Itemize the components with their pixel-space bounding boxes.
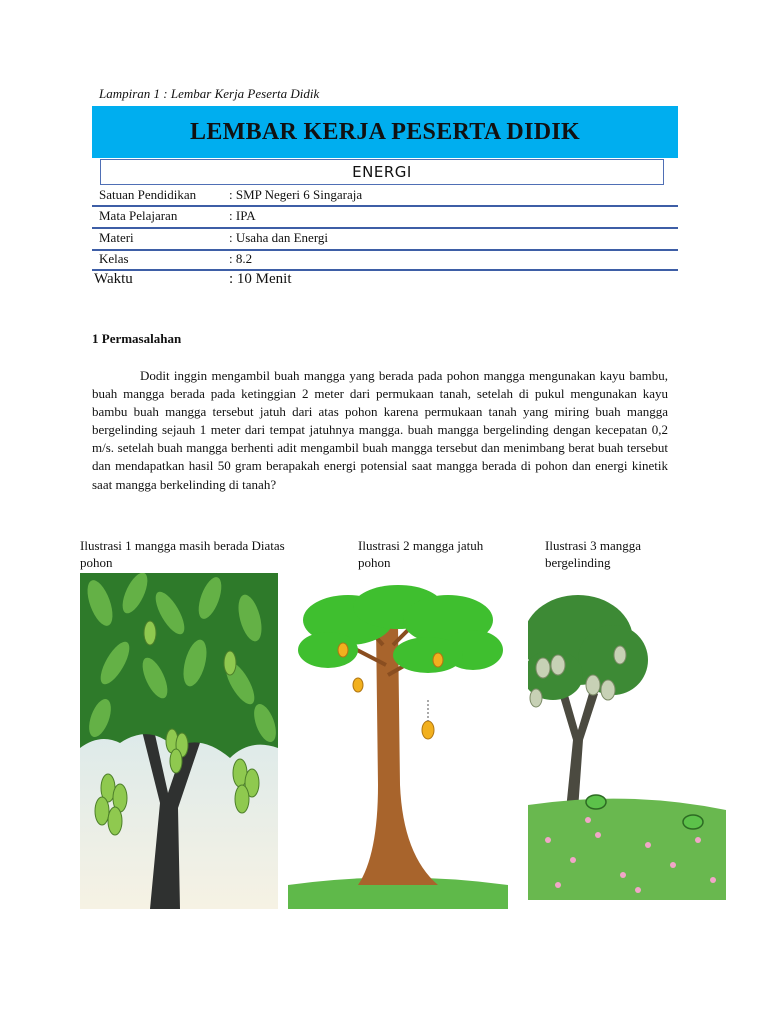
info-label: Materi xyxy=(99,230,134,245)
info-table xyxy=(92,185,678,295)
caption-ilustrasi-1: Ilustrasi 1 mangga masih berada Diatas pohon xyxy=(80,538,285,570)
lampiran-label xyxy=(99,86,319,102)
info-value: : Usaha dan Energi xyxy=(229,230,329,245)
lampiran-number: Lampiran 1 xyxy=(99,86,161,101)
info-divider xyxy=(92,227,678,229)
lampiran-desc: : Lembar Kerja Peserta Didik xyxy=(160,86,320,101)
illustration-3-grass xyxy=(528,590,726,900)
info-divider xyxy=(92,205,678,207)
subtitle-box xyxy=(100,159,664,185)
caption-ilustrasi-3: Ilustrasi 3 mangga bergelinding xyxy=(545,538,642,570)
info-value: : IPA xyxy=(229,208,256,223)
section-title: 1 Permasalahan xyxy=(92,331,182,346)
info-label: Kelas xyxy=(99,251,129,266)
title-banner xyxy=(92,106,678,158)
caption-ilustrasi-2: Ilustrasi 2 mangga jatuh pohon xyxy=(358,538,484,570)
page-title: LEMBAR KERJA PESERTA DIDIK xyxy=(190,118,580,145)
waktu-value: : 10 Menit xyxy=(229,271,292,287)
page-subtitle: ENERGI xyxy=(352,163,412,181)
info-value: : SMP Negeri 6 Singaraja xyxy=(229,187,363,202)
info-value: : 8.2 xyxy=(229,251,253,266)
info-label: Mata Pelajaran xyxy=(99,208,178,223)
info-divider xyxy=(92,269,678,271)
problem-paragraph: Dodit inggin mengambil buah mangga yang berada pada pohon mangga mengunakan kayu bambu, buah mangga berada pada ketinggian 2 meter dari permukaan tanah, setelah di pukul mengunakan kayu bambu buah mangga tersebut jatuh dari atas pohon karena permukaan tanah yang miring buah mangga bergelinding sejauh 1 meter dari tempat jatuhnya mangga. buah mangga bergelinding dengan kecepatan 0,2 m/s. setelah buah mangga berhenti adit mengambil buah mangga tersebut dan menimbang berat buah tersebut dan mendapatkan hasil 50 gram berapakah energi potensial saat mangga berada di pohon dan energi kinetik saat mangga berkelinding di tanah? xyxy=(92,368,668,492)
waktu-label: Waktu xyxy=(94,271,133,287)
illustration-2-tree xyxy=(288,585,508,909)
info-label: Satuan Pendidikan xyxy=(99,187,197,202)
illustration-1-mango-tree xyxy=(80,573,278,909)
info-divider xyxy=(92,249,678,251)
